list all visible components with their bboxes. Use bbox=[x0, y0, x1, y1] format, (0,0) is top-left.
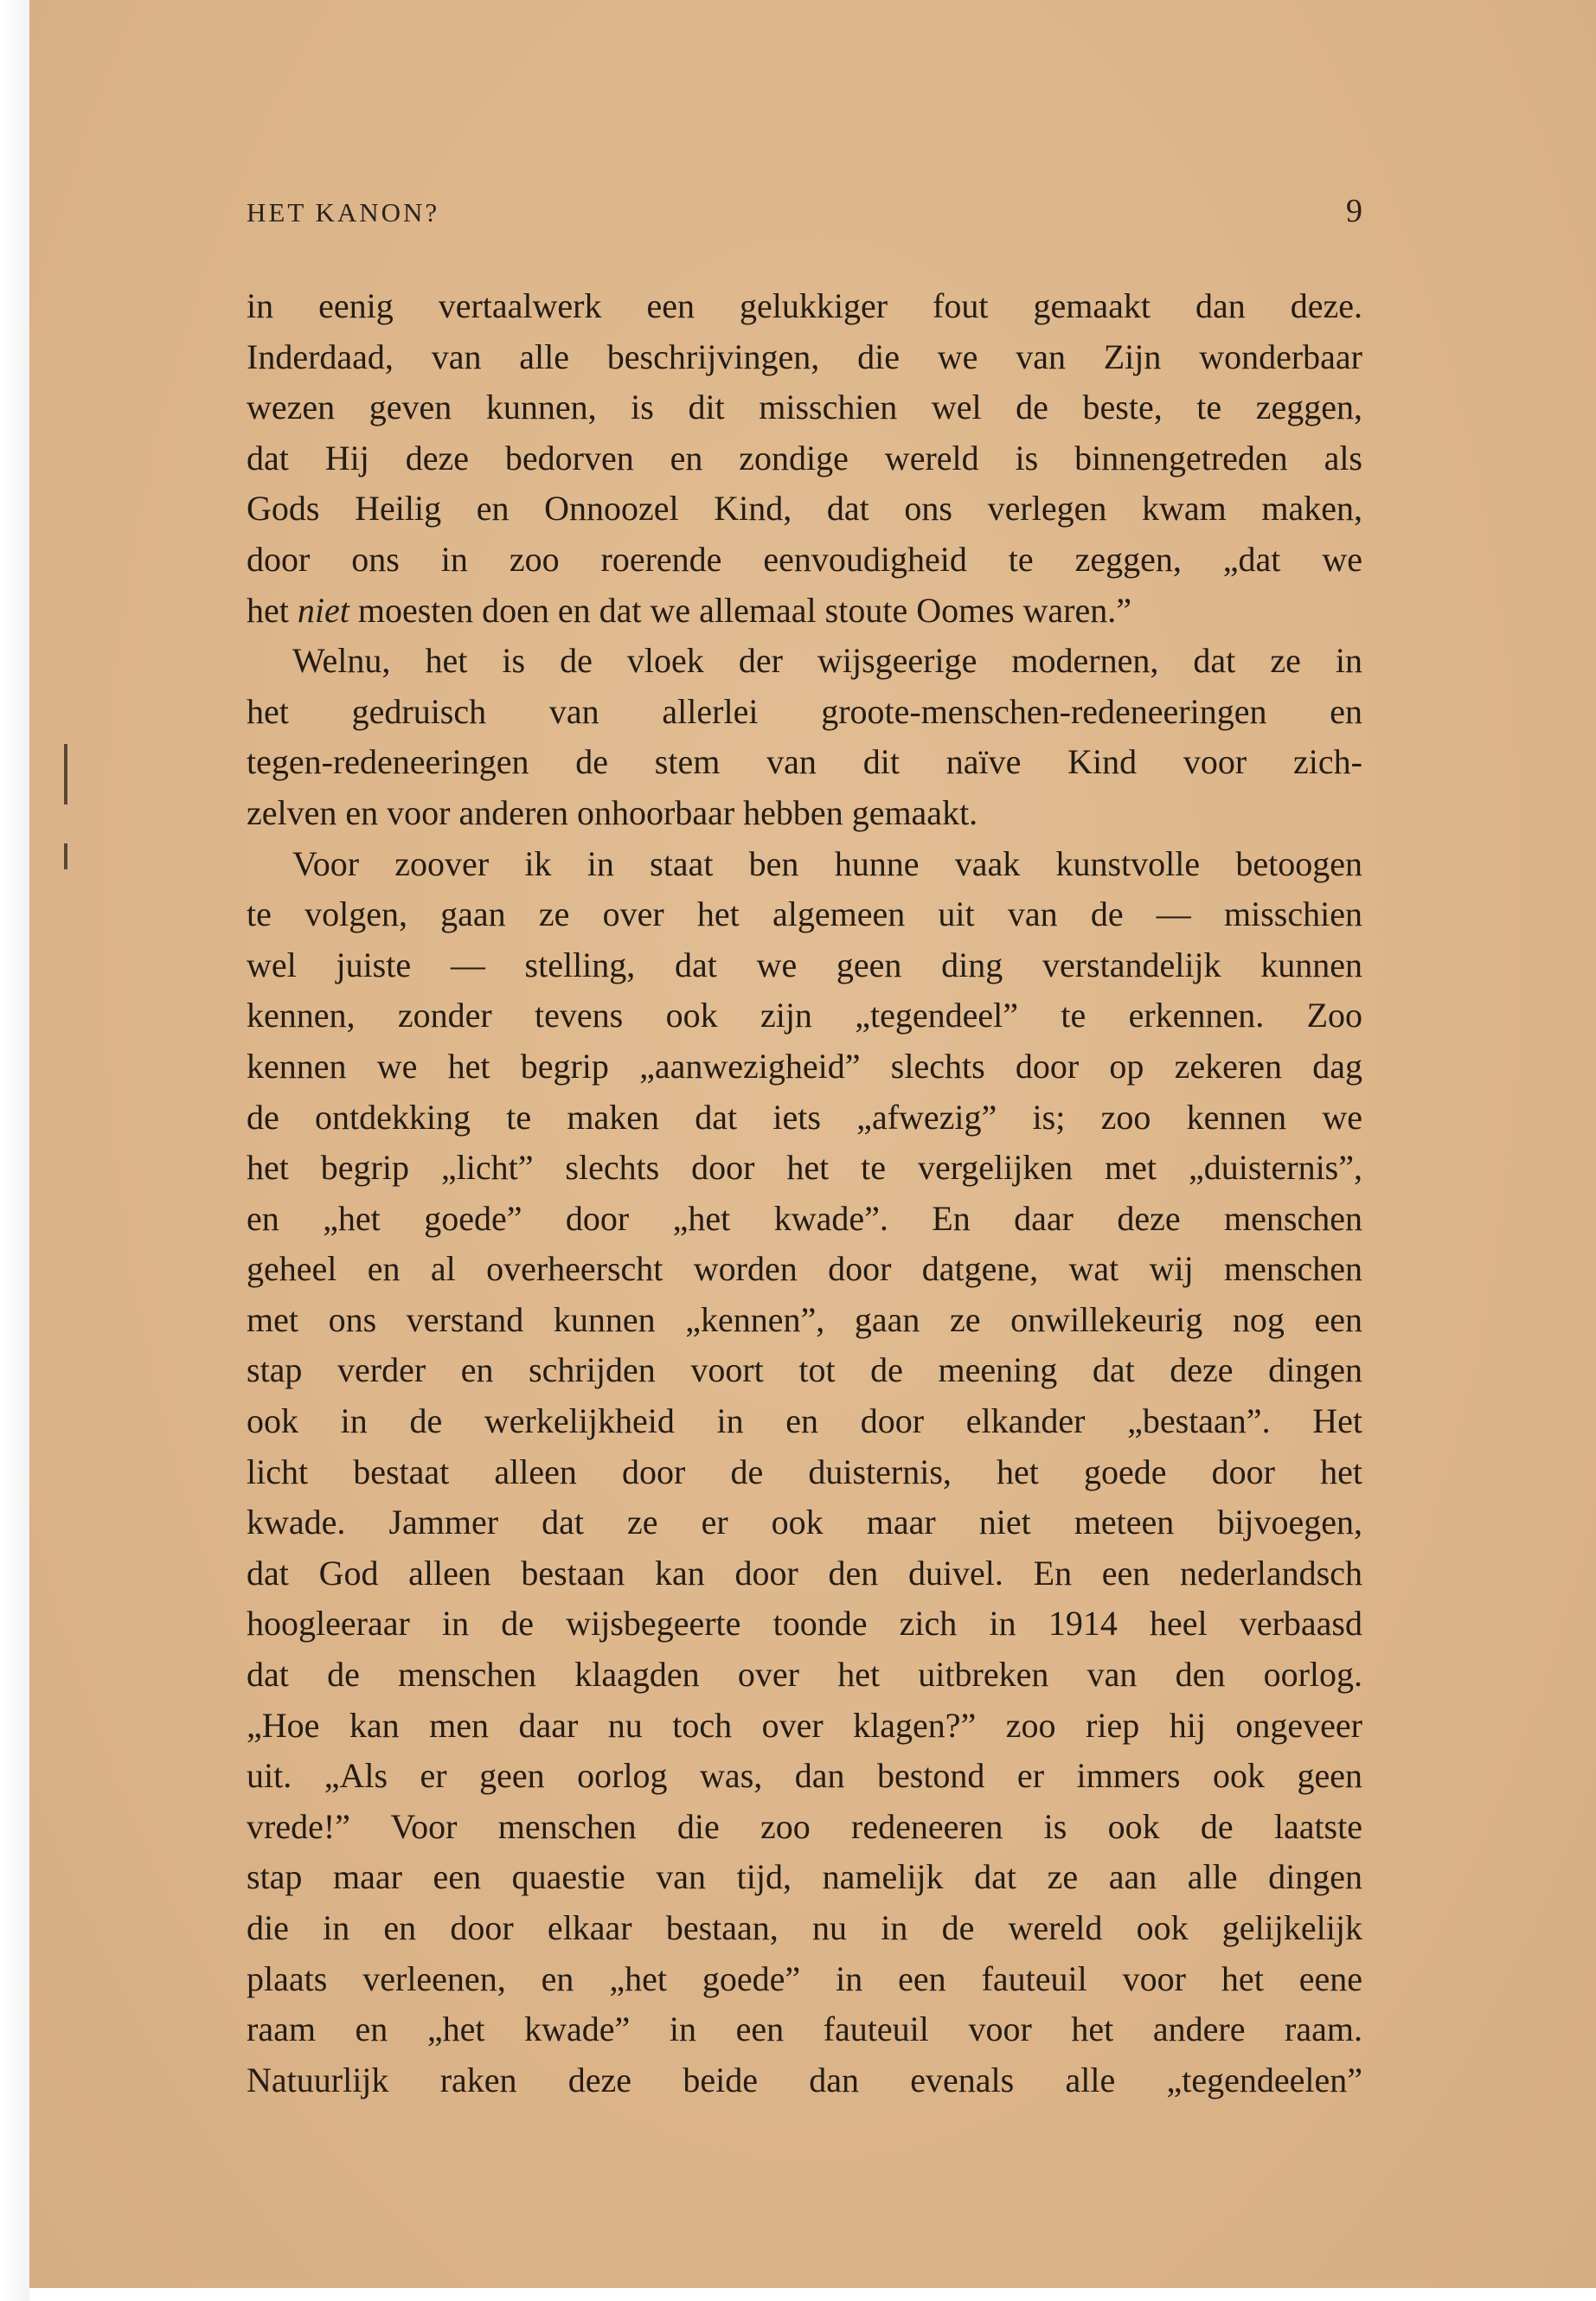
text-line: licht bestaat alleen door de duisternis, het goede door het bbox=[247, 1452, 1362, 1491]
binding-mark bbox=[64, 843, 67, 869]
text-line: en „het goede” door „het kwade”. En daar deze menschen bbox=[247, 1198, 1362, 1238]
text-line: in eenig vertaalwerk een gelukkiger fout gemaakt dan deze. bbox=[247, 286, 1362, 325]
text-line: zelven en voor anderen onhoorbaar hebben gemaakt. bbox=[247, 792, 978, 832]
text-line: te volgen, gaan ze over het algemeen uit van de — misschien bbox=[247, 894, 1362, 934]
text-line: kwade. Jammer dat ze er ook maar niet meteen bijvoegen, bbox=[247, 1503, 1362, 1542]
text-fragment: moesten doen en dat we allemaal stoute Oomes waren.” bbox=[357, 590, 1131, 630]
text-line: kennen, zonder tevens ook zijn „tegendeel” te erkennen. Zoo bbox=[247, 996, 1362, 1035]
text-line: tegen-redeneeringen de stem van dit naïve Kind voor zich- bbox=[247, 742, 1362, 782]
text-line: dat Hij deze bedorven en zondige wereld is binnengetreden als bbox=[247, 438, 1362, 478]
text-line: Gods Heilig en Onnoozel Kind, dat ons verlegen kwam maken, bbox=[247, 489, 1362, 529]
text-line: Voor zoover ik in staat ben hunne vaak kunstvolle betoogen bbox=[292, 843, 1362, 883]
text-line: Inderdaad, van alle beschrijvingen, die we van Zijn wonderbaar bbox=[247, 336, 1362, 376]
text-line-with-italic bbox=[247, 586, 1362, 637]
text-line: wezen geven kunnen, is dit misschien wel de beste, te zeggen, bbox=[247, 388, 1362, 427]
page-number: 9 bbox=[1346, 193, 1362, 229]
text-line: stap verder en schrijden voort tot de meening dat deze dingen bbox=[247, 1350, 1362, 1390]
text-line: geheel en al overheerscht worden door datgene, wat wij menschen bbox=[247, 1249, 1362, 1289]
running-title: HET KANON? bbox=[247, 197, 440, 228]
text-line: hoogleeraar in de wijsbegeerte toonde zich in 1914 heel verbaasd bbox=[247, 1604, 1362, 1644]
text-line: stap maar een quaestie van tijd, namelijk dat ze aan alle dingen bbox=[247, 1857, 1362, 1897]
running-head bbox=[247, 192, 1362, 235]
text-line: dat God alleen bestaan kan door den duivel. En een nederlandsch bbox=[247, 1553, 1362, 1593]
text-line: raam en „het kwade” in een fauteuil voor het andere raam. bbox=[247, 2009, 1362, 2049]
text-fragment: het bbox=[247, 590, 289, 630]
text-line: plaats verleenen, en „het goede” in een fauteuil voor het eene bbox=[247, 1958, 1362, 1998]
text-line: wel juiste — stelling, dat we geen ding verstandelijk kunnen bbox=[247, 945, 1362, 984]
italic-word: niet bbox=[297, 590, 349, 630]
text-line: „Hoe kan men daar nu toch over klagen?” zoo riep hij ongeveer bbox=[247, 1705, 1362, 1745]
text-line: met ons verstand kunnen „kennen”, gaan ze onwillekeurig nog een bbox=[247, 1299, 1362, 1339]
text-line: Natuurlijk raken deze beide dan evenals alle „tegendeelen” bbox=[247, 2060, 1362, 2099]
text-line: kennen we het begrip „aanwezigheid” slechts door op zekeren dag bbox=[247, 1046, 1362, 1086]
text-line: Welnu, het is de vloek der wijsgeerige modernen, dat ze in bbox=[292, 641, 1362, 681]
body-text bbox=[247, 281, 1362, 2106]
page-spine-margin bbox=[0, 0, 29, 2301]
text-line: ook in de werkelijkheid in en door elkander „bestaan”. Het bbox=[247, 1401, 1362, 1441]
text-line: door ons in zoo roerende eenvoudigheid te zeggen, „dat we bbox=[247, 539, 1362, 579]
text-line: het gedruisch van allerlei groote-menschen-redeneeringen en bbox=[247, 691, 1362, 731]
binding-mark bbox=[64, 744, 67, 804]
text-line: de ontdekking te maken dat iets „afwezig” is; zoo kennen we bbox=[247, 1097, 1362, 1137]
text-line: uit. „Als er geen oorlog was, dan bestond er immers ook geen bbox=[247, 1756, 1362, 1796]
text-line: vrede!” Voor menschen die zoo redeneeren is ook de laatste bbox=[247, 1806, 1362, 1846]
text-line: het begrip „licht” slechts door het te vergelijken met „duisternis”, bbox=[247, 1148, 1362, 1188]
text-line: dat de menschen klaagden over het uitbreken van den oorlog. bbox=[247, 1655, 1362, 1695]
text-line: die in en door elkaar bestaan, nu in de wereld ook gelijkelijk bbox=[247, 1908, 1362, 1947]
page-bottom-edge bbox=[29, 2288, 1596, 2301]
